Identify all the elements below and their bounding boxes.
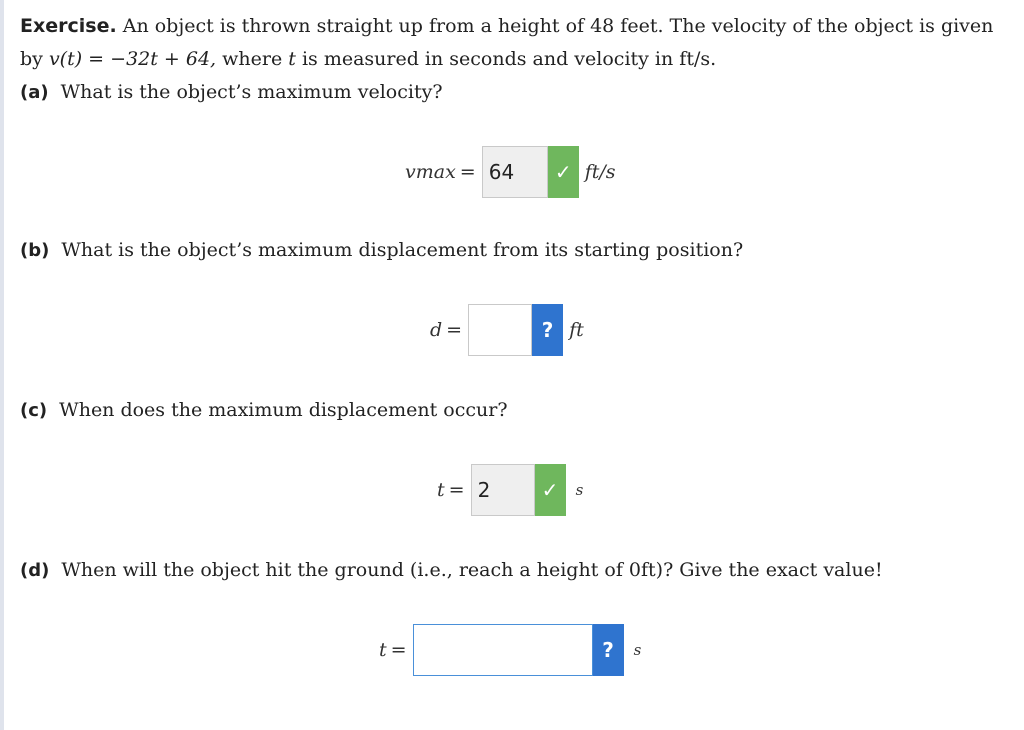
question-a-text: What is the object’s maximum velocity? bbox=[60, 81, 443, 103]
answer-row-a bbox=[405, 146, 616, 198]
var-label-t-c: t = bbox=[437, 479, 465, 501]
var-label-d: d = bbox=[430, 319, 463, 341]
part-letter-c: (c) bbox=[20, 400, 48, 421]
var-label-vmax: vmax = bbox=[405, 161, 476, 183]
answer-row-d bbox=[379, 624, 641, 676]
exercise-intro-line1 bbox=[20, 10, 993, 43]
question-b-text: What is the object’s maximum displacement from its starting position? bbox=[61, 239, 744, 261]
help-question-icon[interactable]: ? bbox=[532, 304, 563, 356]
answer-input-t-ground[interactable] bbox=[413, 624, 593, 676]
part-letter-a: (a) bbox=[20, 82, 49, 103]
question-a bbox=[20, 76, 443, 109]
exercise-intro-line2: by v(t) = −32t + 64, where t is measured in seconds and velocity in ft/s. bbox=[20, 48, 717, 70]
correct-check-icon: ✓ bbox=[535, 464, 566, 516]
unit-label-d: s bbox=[633, 641, 642, 659]
question-c bbox=[20, 394, 508, 427]
answer-row-b bbox=[430, 304, 584, 356]
exercise-intro-text: An object is thrown straight up from a height of 48 feet. The velocity of the object is given bbox=[122, 15, 994, 37]
answer-row-c bbox=[437, 464, 583, 516]
question-b bbox=[20, 234, 743, 267]
part-letter-b: (b) bbox=[20, 240, 50, 261]
question-c-text: When does the maximum displacement occur? bbox=[59, 399, 508, 421]
part-letter-d: (d) bbox=[20, 560, 50, 581]
unit-label-c: s bbox=[575, 481, 584, 499]
correct-check-icon: ✓ bbox=[548, 146, 579, 198]
question-d bbox=[20, 554, 883, 587]
answer-input-vmax[interactable]: 64 bbox=[482, 146, 548, 198]
left-margin-rule bbox=[0, 0, 4, 730]
var-label-t-d: t = bbox=[379, 639, 407, 661]
answer-input-d[interactable] bbox=[468, 304, 532, 356]
answer-input-t-max[interactable]: 2 bbox=[471, 464, 535, 516]
help-question-icon[interactable]: ? bbox=[593, 624, 624, 676]
question-d-text: When will the object hit the ground (i.e., reach a height of 0ft)? Give the exact value! bbox=[61, 559, 883, 581]
exercise-label: Exercise. bbox=[20, 15, 117, 37]
unit-label-a: ft/s bbox=[584, 161, 616, 183]
unit-label-b: ft bbox=[569, 319, 584, 341]
velocity-function: v(t) = −32t + 64, bbox=[48, 48, 217, 70]
